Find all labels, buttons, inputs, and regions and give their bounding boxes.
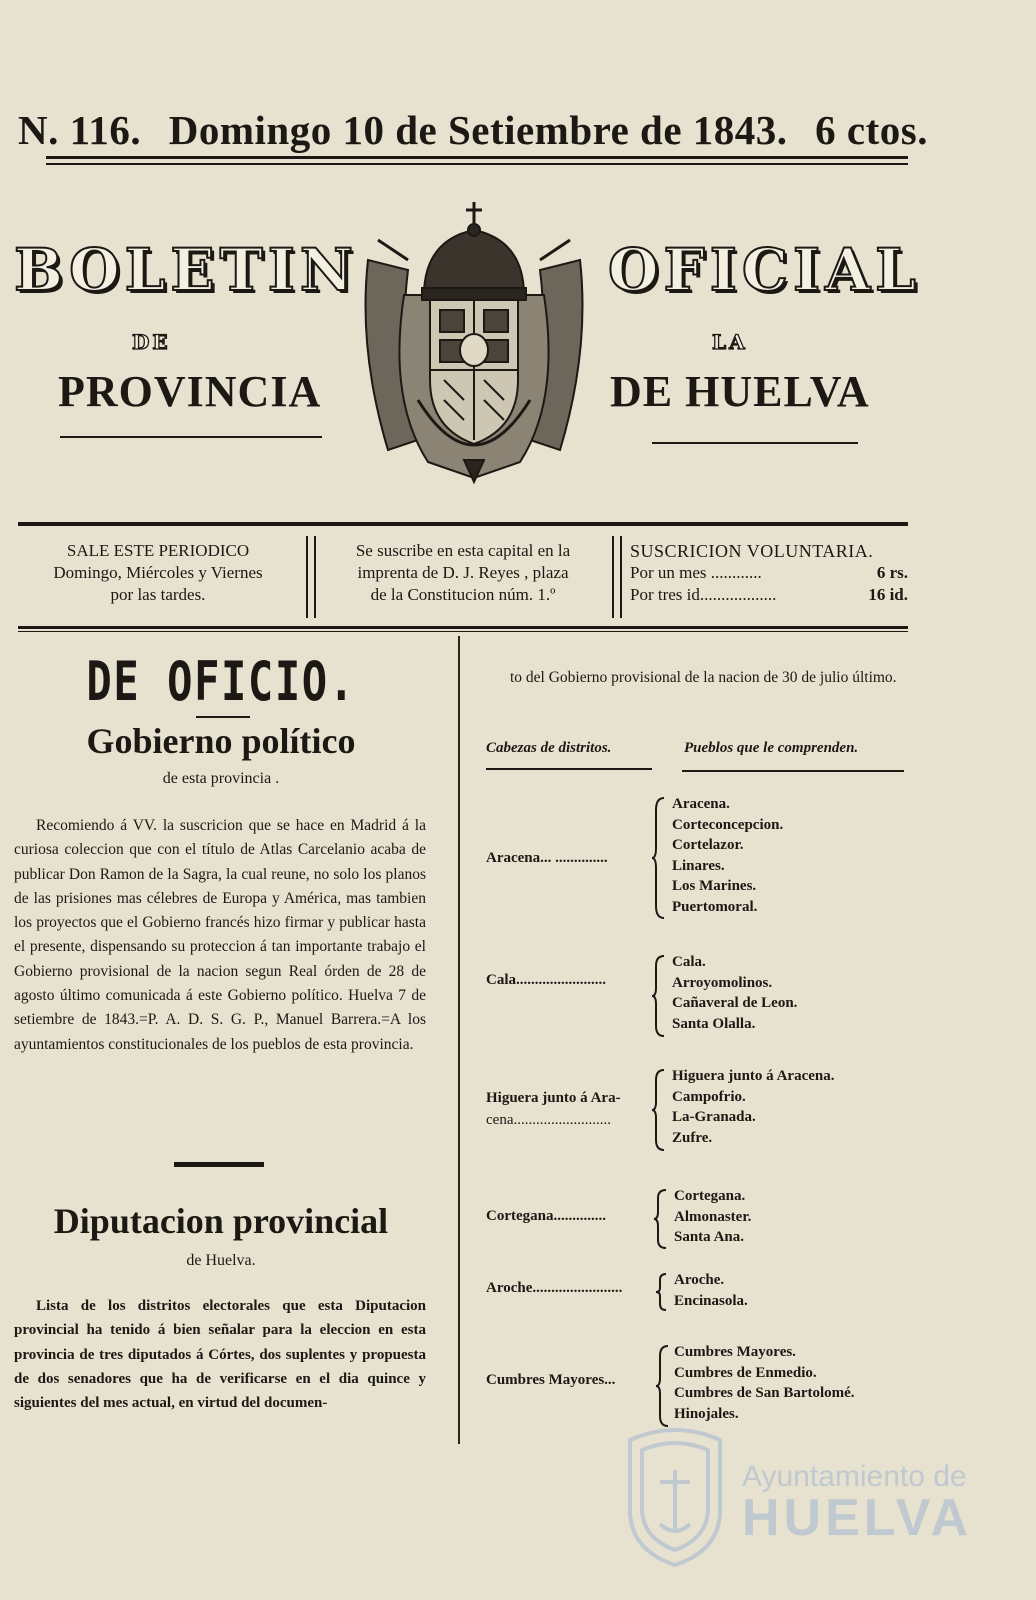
masthead-word-provincia: PROVINCIA	[58, 367, 322, 416]
town-item: Corteconcepcion.	[672, 816, 784, 833]
paragraph-distritos-electorales: Lista de los distritos electorales que esta Diputacion provincial ha tenido á bien señalar para la eleccion en esta provincia de tres diputados á Córtes, dos suplentes y propuesta de dos senadores que ha de verificarse en el dia quince y siguientes del mes actual, en virtud del documen-	[14, 1298, 426, 1412]
town-item: Almonaster.	[674, 1208, 752, 1225]
brace-icon	[652, 796, 666, 920]
issue-date: Domingo 10 de Setiembre de 1843.	[168, 107, 788, 153]
subscription-infobar	[18, 540, 918, 618]
brace-icon	[652, 1068, 666, 1152]
ornament-rule-2	[174, 1162, 264, 1167]
header-rule-bottom	[46, 163, 908, 165]
price-label-month: Por un mes ............	[630, 563, 762, 582]
paragraph-atlas-carcelario: Recomiendo á VV. la suscricion que se hace en Madrid á la curiosa coleccion que con el título de Atlas Carcelanio acaba de publicar Don Ramon de la Sagra, la cual reune, no solo los planos de las prisiones mas célebres de Europa y América, mas tambien los proyectos que el Gobierno francés hizo firmar y publicar hasta el presente, dispensando su proteccion á tan importante trabajo el Gobierno provisional de la nacion segun Real órden de 28 de agosto último comunicada á este Gobierno político. Huelva 7 de setiembre de 1843.=P. A. D. S. G. P., Manuel Barrera.=A los ayuntamientos constitucionales de los pueblos de esta provincia.	[14, 817, 426, 1053]
brace-icon	[652, 954, 666, 1038]
schedule-line-3: por las tardes.	[110, 585, 206, 604]
schedule-line-1: SALE ESTE PERIODICO	[66, 541, 250, 560]
ayuntamiento-huelva-watermark	[620, 1420, 973, 1570]
issue-line	[18, 106, 928, 154]
town-list	[672, 1066, 835, 1148]
infobar-rule-bottom-thin	[18, 631, 908, 632]
town-item: Aracena.	[672, 796, 730, 812]
town-item: Santa Olalla.	[672, 1015, 756, 1032]
prices-title: SUSCRICION VOLUNTARIA.	[630, 541, 874, 561]
infobar-separator-2b	[620, 536, 622, 618]
town-list	[672, 952, 797, 1034]
subscribe-line-1: Se suscribe en esta capital en la	[355, 541, 571, 560]
heading-gobierno-politico: Gobierno político	[86, 721, 356, 761]
district-name: Higuera junto á Ara-	[486, 1090, 621, 1106]
price-row-month	[630, 562, 908, 584]
infobar-separator-1b	[314, 536, 316, 618]
town-item: Zufre.	[672, 1129, 713, 1146]
head-cabezas-distritos: Cabezas de distritos.	[486, 740, 612, 756]
brace-icon	[656, 1272, 668, 1312]
town-list	[674, 1186, 751, 1248]
subscribe-line-3: de la Constitucion núm. 1.º	[370, 585, 556, 604]
town-item: Cala.	[672, 954, 706, 970]
masthead-word-la: LA	[712, 330, 748, 354]
subscribe-line-2: imprenta de D. J. Reyes , plaza	[357, 563, 569, 582]
town-list	[674, 1342, 855, 1424]
masthead-word-de-huelva: DE HUELVA	[610, 367, 870, 416]
town-item: Puertomoral.	[672, 898, 758, 915]
town-item: Cortegana.	[674, 1188, 746, 1204]
price-label-three-months: Por tres id..................	[630, 585, 777, 604]
infobar-schedule	[18, 540, 298, 606]
masthead-rule-left	[60, 436, 322, 438]
watermark-line-1: Ayuntamiento de	[742, 1460, 967, 1493]
town-item: Higuera junto á Aracena.	[672, 1068, 835, 1084]
town-list	[672, 794, 783, 917]
town-item: La-Granada.	[672, 1109, 756, 1125]
city-seal-icon	[620, 1420, 730, 1570]
district-name: Aroche........................	[486, 1280, 623, 1296]
infobar-separator-1	[306, 536, 308, 618]
infobar-prices	[630, 540, 908, 606]
town-item: Linares.	[672, 857, 725, 874]
watermark-line-2: HUELVA	[742, 1489, 973, 1547]
price-value-month: 6 rs.	[876, 563, 908, 582]
masthead-rule-right	[652, 442, 858, 444]
masthead-word-boletin: BOLETIN	[14, 236, 358, 304]
town-item: Los Marines.	[672, 878, 757, 894]
continuation-text: to del Gobierno provisional de la nacion de 30 de julio último.	[510, 669, 897, 686]
district-name: Cortegana..............	[486, 1208, 606, 1224]
town-item: Cumbres Mayores.	[674, 1344, 796, 1360]
head-pueblos: Pueblos que le comprenden.	[684, 740, 859, 756]
district-name: Cumbres Mayores...	[486, 1372, 616, 1388]
town-item: Aroche.	[674, 1272, 725, 1288]
subheading-huelva: de Huelva.	[186, 1252, 256, 1269]
town-item: Campofrio.	[672, 1088, 746, 1105]
district-name: Aracena... ..............	[486, 850, 608, 866]
price-value-three-months: 16 id.	[868, 585, 908, 604]
town-item: Cumbres de Enmedio.	[674, 1364, 817, 1381]
town-item: Cañaveral de Leon.	[672, 995, 798, 1011]
brace-icon	[656, 1344, 670, 1428]
price-row-three-months	[630, 584, 908, 606]
district-name: Cala........................	[486, 972, 606, 988]
town-item: Santa Ana.	[674, 1229, 745, 1245]
schedule-line-2: Domingo, Miércoles y Viernes	[53, 563, 263, 582]
brace-icon	[654, 1188, 668, 1250]
infobar-rule-bottom	[18, 626, 908, 629]
royal-coat-of-arms-icon	[348, 200, 600, 490]
issue-number: N. 116.	[18, 107, 142, 153]
infobar-subscribe	[320, 540, 606, 606]
subheading-provincia: de esta provincia .	[162, 770, 280, 787]
issue-price: 6 ctos.	[815, 107, 928, 153]
heading-diputacion-provincial: Diputacion provincial	[53, 1201, 389, 1241]
district-name-continued: cena..........................	[486, 1112, 611, 1128]
town-item: Cortelazor.	[672, 837, 744, 853]
head-rule-left	[486, 768, 652, 770]
town-item: Arroyomolinos.	[672, 974, 773, 991]
column-divider	[458, 636, 460, 1444]
masthead-word-oficial: OFICIAL	[608, 236, 921, 304]
infobar-rule-top	[18, 522, 908, 526]
section-title-de-oficio: DE OFICIO.	[86, 650, 356, 713]
town-item: Encinasola.	[674, 1292, 748, 1309]
town-list	[674, 1270, 748, 1311]
infobar-separator-2	[612, 536, 614, 618]
town-item: Hinojales.	[674, 1405, 739, 1422]
town-item: Cumbres de San Bartolomé.	[674, 1385, 855, 1401]
header-rule-top	[46, 156, 908, 159]
head-rule-right	[682, 770, 904, 772]
masthead-word-de: DE	[132, 330, 171, 354]
ornament-rule-1	[196, 716, 250, 718]
